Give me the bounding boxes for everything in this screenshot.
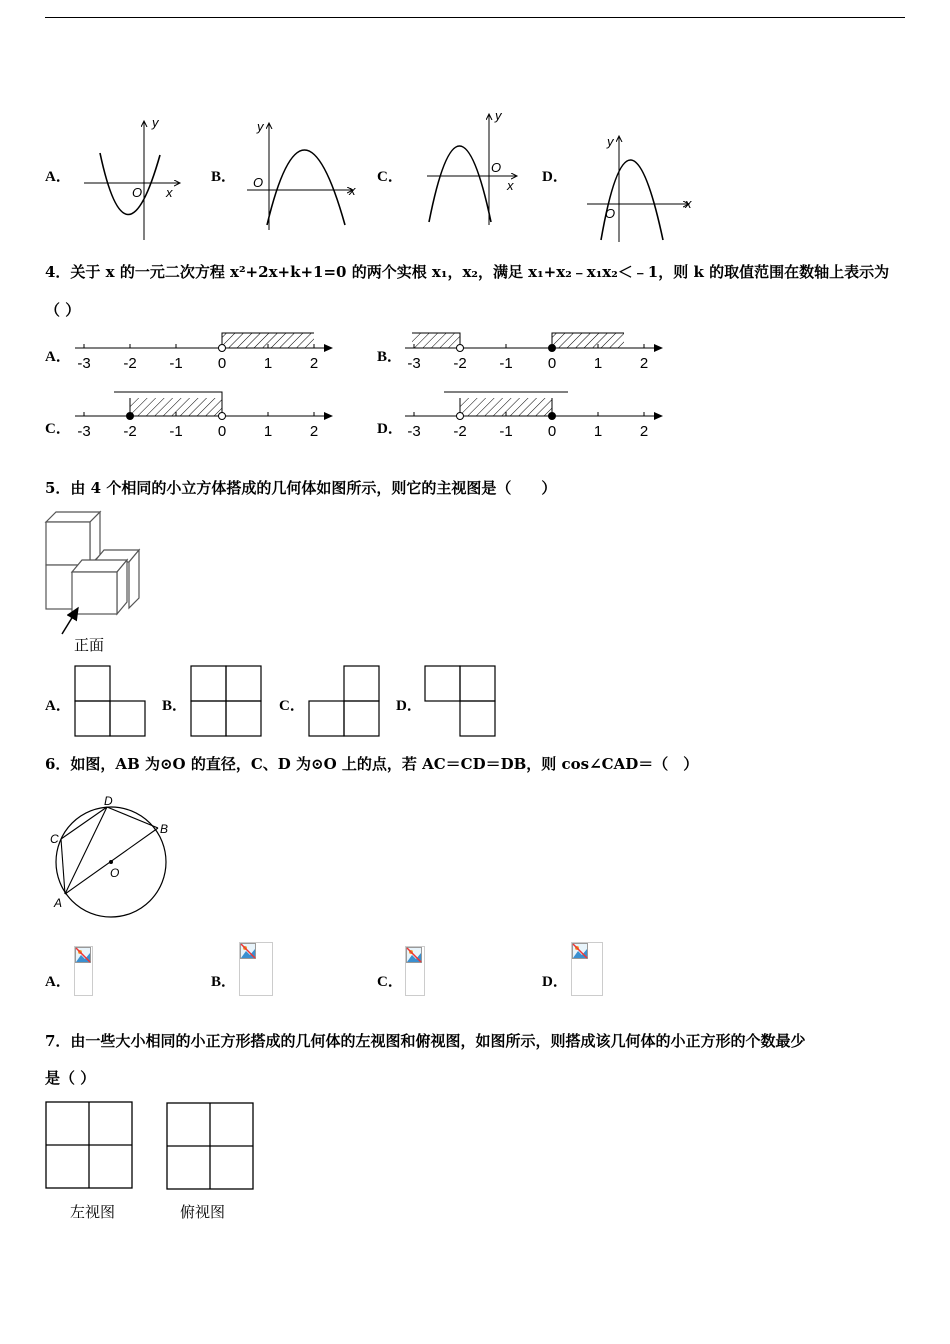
q6-option-b-label: B． <box>211 974 237 990</box>
q6-option-d-label: D． <box>542 974 568 990</box>
q4d-t1: -2 <box>453 423 467 440</box>
q4b-t1: -2 <box>453 355 467 372</box>
q6-option-d-image <box>571 942 603 996</box>
q5-front-label: 正面 <box>74 637 105 654</box>
q6-option-a-label: A． <box>45 974 71 990</box>
q4d-t2: -1 <box>499 423 513 440</box>
q5-option-b-label: B． <box>162 698 188 714</box>
q5-cube-figure <box>44 510 144 655</box>
q6-text: 6．如图，AB 为⊙O 的直径，C、D 为⊙O 上的点，若 AC＝CD＝DB，则 cos∠CAD＝（ ） <box>45 755 699 773</box>
q4b-t3: 0 <box>547 355 557 372</box>
q4-option-d-label: D． <box>377 421 403 437</box>
q3d-y: y <box>607 134 614 149</box>
q3c-o: O <box>491 160 502 175</box>
broken-image-icon <box>75 947 91 963</box>
q4-text: 4．关于 x 的一元二次方程 x²+2x+k+1=0 的两个实根 x₁，x₂，满足 x₁+x₂﹣x₁x₂＜﹣1，则 k 的取值范围在数轴上表示为 <box>45 263 890 281</box>
q5-view-a <box>74 665 148 737</box>
q5-option-a-label: A． <box>45 698 71 714</box>
q3-option-d-label: D． <box>542 169 568 185</box>
q3a-y: y <box>152 115 159 130</box>
q4-option-b-label: B． <box>377 349 403 365</box>
q6-point-c: C <box>50 832 59 846</box>
q6-point-d: D <box>104 794 113 808</box>
q3d-x: x <box>685 196 692 211</box>
q6-point-b: B <box>160 822 169 836</box>
q5-option-c-label: C． <box>279 698 305 714</box>
q4c-t1: -2 <box>123 423 137 440</box>
q5-text: 5．由 4 个相同的小立方体搭成的几何体如图所示，则它的主视图是（ ） <box>45 479 557 497</box>
q4a-t5: 2 <box>309 355 319 372</box>
q4a-t4: 1 <box>263 355 273 372</box>
q3b-y: y <box>257 119 264 134</box>
q7-text-cont: 是（ ） <box>45 1069 96 1087</box>
q4c-t0: -3 <box>77 423 91 440</box>
q3-graph-b <box>245 115 360 235</box>
q6-option-b-image <box>239 942 273 996</box>
broken-image-icon <box>406 947 422 963</box>
q3a-x: x <box>166 185 173 200</box>
q3-option-a-label: A． <box>45 169 71 185</box>
q5-option-d-label: D． <box>396 698 422 714</box>
q3-graph-a <box>82 115 192 245</box>
q4-blank: （ ） <box>45 301 81 319</box>
q4d-t5: 2 <box>639 423 649 440</box>
q4d-t0: -3 <box>407 423 421 440</box>
q4-option-a-label: A． <box>45 349 71 365</box>
q5-view-d <box>424 665 498 737</box>
q6-option-c-label: C． <box>377 974 403 990</box>
q3b-o: O <box>253 175 264 190</box>
q3-graph-c <box>425 110 525 230</box>
q7-text: 7．由一些大小相同的小正方形搭成的几何体的左视图和俯视图，如图所示，则搭成该几何体的小正方形的个数最少 <box>45 1032 806 1050</box>
q7-top-view-label: 俯视图 <box>180 1204 226 1221</box>
q3-option-b-label: B． <box>211 169 237 185</box>
q3-graph-d <box>585 130 695 245</box>
q6-option-c-image <box>405 946 425 996</box>
broken-image-icon <box>572 943 588 959</box>
q4c-t4: 1 <box>263 423 273 440</box>
broken-image-icon <box>240 943 256 959</box>
q6-circle-figure <box>48 795 178 920</box>
q4d-t3: 0 <box>547 423 557 440</box>
q3c-x: x <box>507 178 514 193</box>
q5-view-b <box>190 665 264 737</box>
q4b-t5: 2 <box>639 355 649 372</box>
q3a-o: O <box>132 185 143 200</box>
q6-point-o: O <box>110 866 120 880</box>
q4a-t1: -2 <box>123 355 137 372</box>
q3-option-c-label: C． <box>377 169 403 185</box>
q4a-t0: -3 <box>77 355 91 372</box>
q4b-t2: -1 <box>499 355 513 372</box>
q4-numberline-c <box>70 390 340 440</box>
q4b-t4: 1 <box>593 355 603 372</box>
q7-top-view <box>166 1102 256 1192</box>
q4-option-c-label: C． <box>45 421 71 437</box>
q6-option-a-image <box>74 946 93 996</box>
q3b-x: x <box>349 183 356 198</box>
q4b-t0: -3 <box>407 355 421 372</box>
q4a-t3: 0 <box>217 355 227 372</box>
header-rule <box>45 17 905 18</box>
q4c-t3: 0 <box>217 423 227 440</box>
q7-left-view <box>45 1101 135 1191</box>
q5-view-c <box>308 665 382 737</box>
q4a-t2: -1 <box>169 355 183 372</box>
q4-numberline-d <box>400 390 670 440</box>
q4-numberline-b <box>400 328 670 373</box>
q3c-y: y <box>495 108 502 123</box>
q3d-o: O <box>605 206 616 221</box>
q7-left-view-label: 左视图 <box>70 1204 116 1221</box>
q6-point-a: A <box>54 896 63 910</box>
q4c-t5: 2 <box>309 423 319 440</box>
q4d-t4: 1 <box>593 423 603 440</box>
q4c-t2: -1 <box>169 423 183 440</box>
q4-numberline-a <box>70 328 340 373</box>
